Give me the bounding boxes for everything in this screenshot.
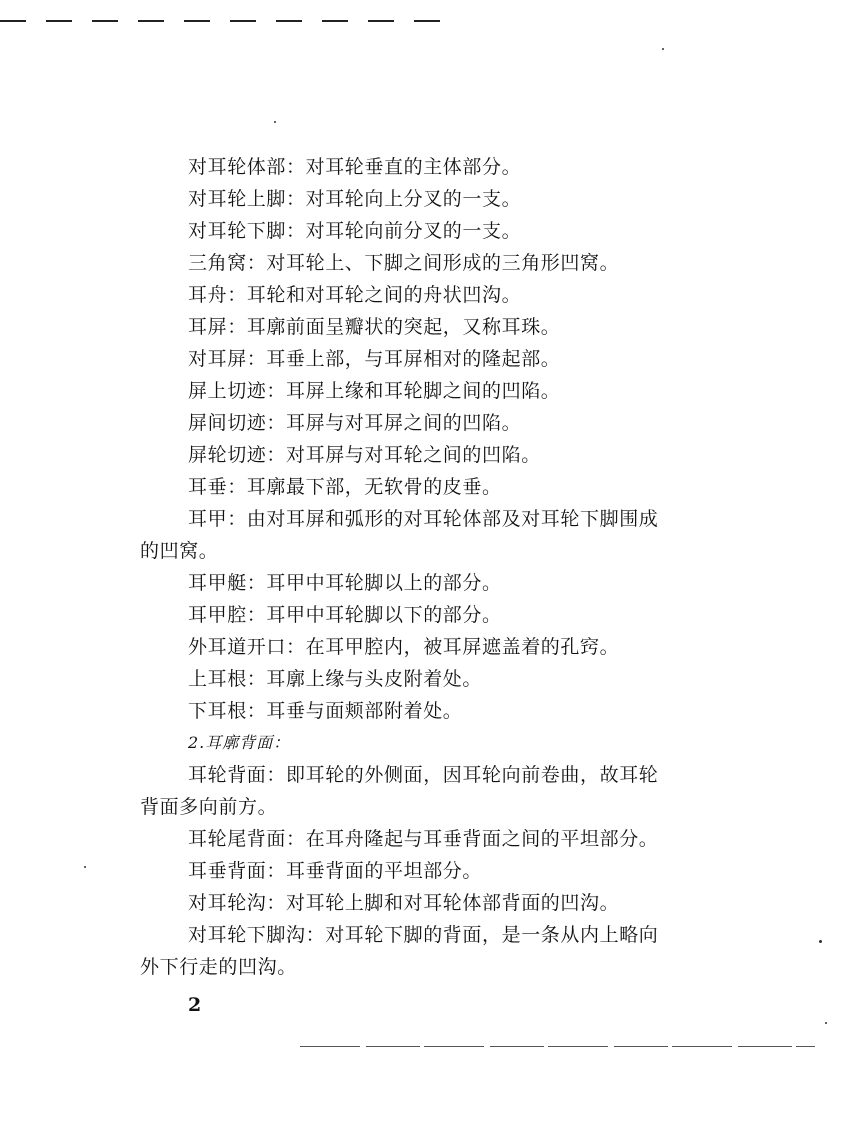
- scan-speck: [274, 121, 276, 123]
- text-line: 对耳轮上脚：对耳轮向上分叉的一支。: [188, 188, 522, 210]
- text-line: 对耳轮下脚沟：对耳轮下脚的背面，是一条从内上略向: [188, 924, 659, 946]
- text-line: 上耳根：耳廓上缘与头皮附着处。: [188, 668, 483, 690]
- scan-speck: [819, 940, 822, 943]
- text-line: 耳舟：耳轮和对耳轮之间的舟状凹沟。: [188, 284, 522, 306]
- scan-speck: [662, 48, 664, 50]
- text-line: 屏间切迹：耳屏与对耳屏之间的凹陷。: [188, 412, 522, 434]
- text-line: 耳甲：由对耳屏和弧形的对耳轮体部及对耳轮下脚围成: [188, 508, 659, 530]
- page-body: [140, 151, 770, 1021]
- scan-speck: [825, 1022, 827, 1024]
- text-line: 耳轮背面：即耳轮的外侧面，因耳轮向前卷曲，故耳轮: [188, 764, 659, 786]
- text-line: 三角窝：对耳轮上、下脚之间形成的三角形凹窝。: [188, 252, 620, 274]
- text-line: 耳轮尾背面：在耳舟隆起与耳垂背面之间的平坦部分。: [188, 828, 659, 850]
- text-line: 对耳屏：耳垂上部，与耳屏相对的隆起部。: [188, 348, 561, 370]
- text-line: 对耳轮下脚：对耳轮向前分叉的一支。: [188, 220, 522, 242]
- section-heading: 2.耳廓背面：: [188, 733, 291, 752]
- text-line: 对耳轮沟：对耳轮上脚和对耳轮体部背面的凹沟。: [188, 892, 620, 914]
- text-line-continuation: 背面多向前方。: [140, 796, 278, 818]
- text-line: 屏轮切迹：对耳屏与对耳轮之间的凹陷。: [188, 444, 541, 466]
- bottom-rule: [300, 1046, 815, 1047]
- text-line: 下耳根：耳垂与面颊部附着处。: [188, 700, 463, 722]
- text-line-continuation: 的凹窝。: [140, 540, 219, 562]
- text-line-continuation: 外下行走的凹沟。: [140, 956, 297, 978]
- text-line: 对耳轮体部：对耳轮垂直的主体部分。: [188, 156, 522, 178]
- text-line: 耳垂背面：耳垂背面的平坦部分。: [188, 860, 483, 882]
- text-line: 屏上切迹：耳屏上缘和耳轮脚之间的凹陷。: [188, 380, 561, 402]
- text-line: 耳甲艇：耳甲中耳轮脚以上的部分。: [188, 572, 502, 594]
- top-dashed-rule: [0, 20, 440, 22]
- text-line: 耳甲腔：耳甲中耳轮脚以下的部分。: [188, 604, 502, 626]
- page-number: 2: [188, 994, 202, 1016]
- text-line: 外耳道开口：在耳甲腔内，被耳屏遮盖着的孔窍。: [188, 636, 620, 658]
- scan-speck: [84, 866, 86, 868]
- text-line: 耳屏：耳廓前面呈瓣状的突起，又称耳珠。: [188, 316, 561, 338]
- text-line: 耳垂：耳廓最下部，无软骨的皮垂。: [188, 476, 502, 498]
